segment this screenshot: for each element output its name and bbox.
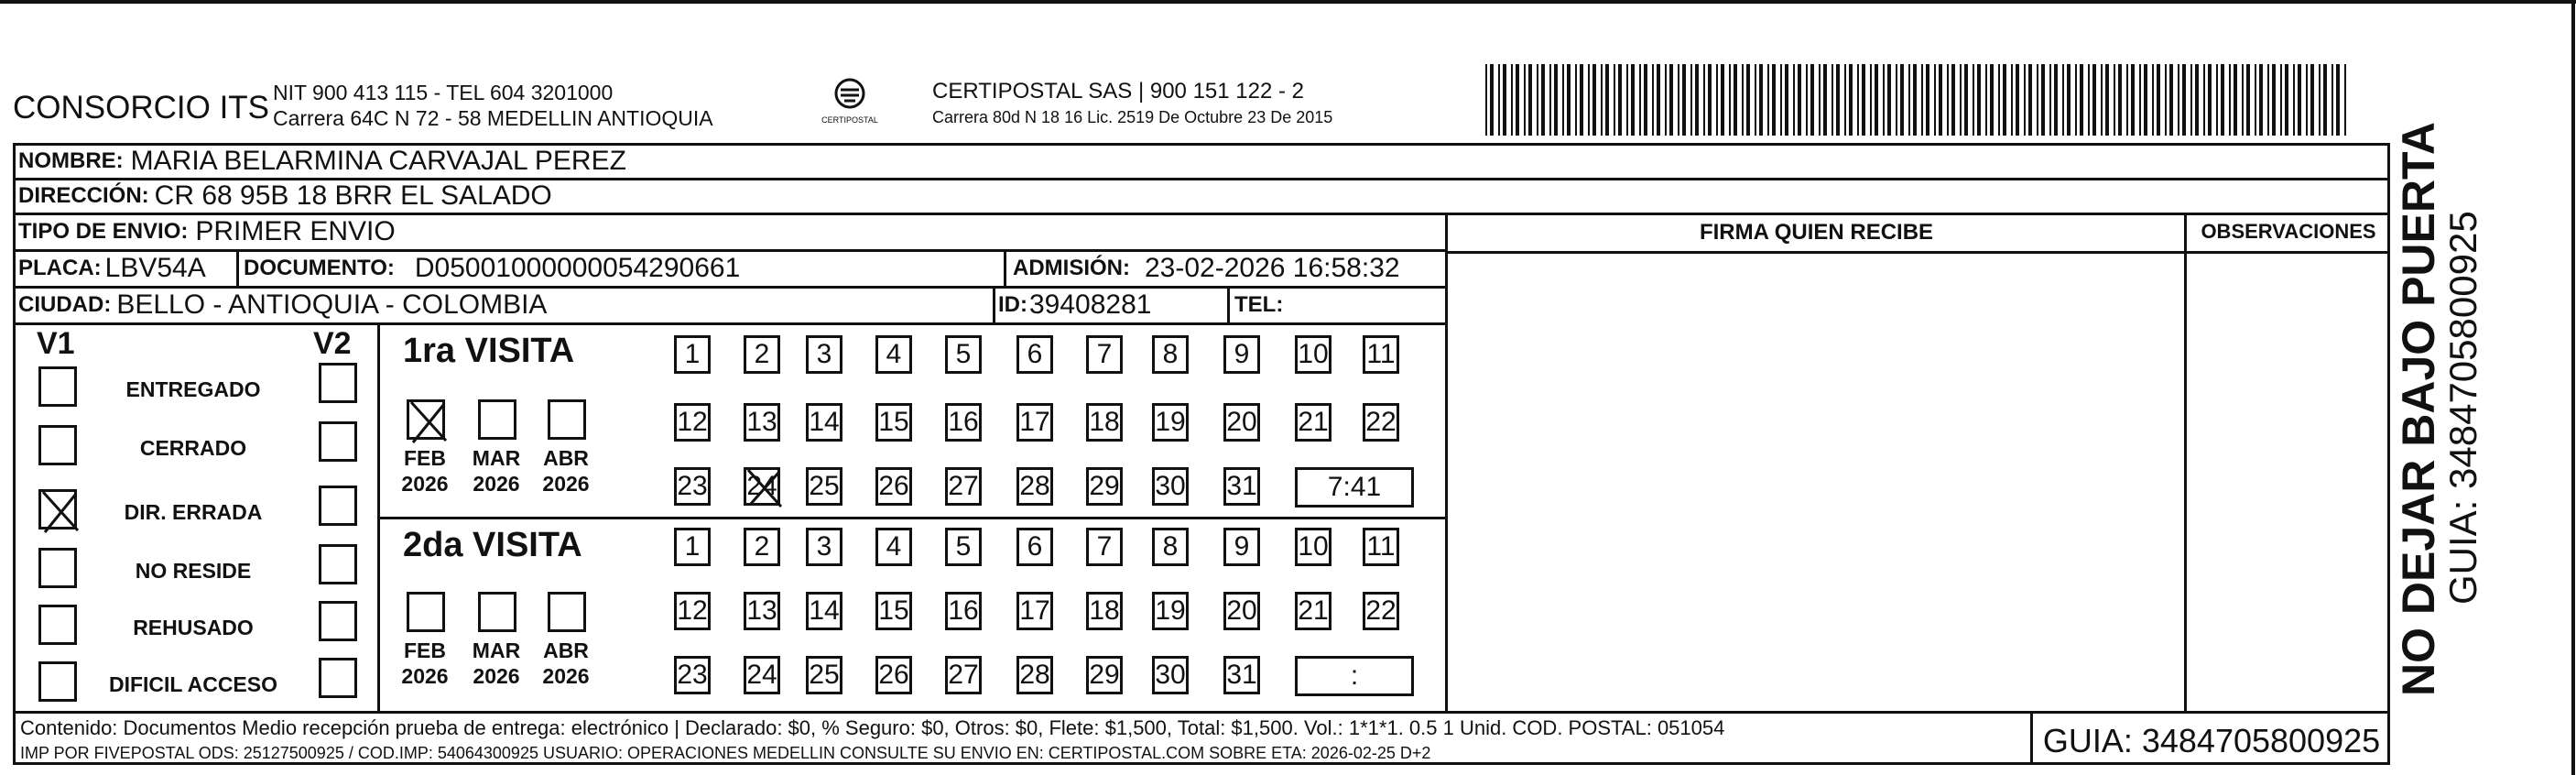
grid-line — [377, 517, 1447, 519]
first-visit-day-11[interactable]: 11 — [1363, 335, 1399, 374]
second-visit-time-field[interactable]: : — [1295, 656, 1414, 696]
documento-value: D05001000000054290661 — [414, 253, 741, 283]
v2-checkbox-entregado[interactable] — [319, 363, 357, 403]
company-name: CONSORCIO ITS — [13, 90, 270, 126]
grid-line — [236, 249, 239, 286]
carrier-name: CERTIPOSTAL SAS | 900 151 122 - 2 — [932, 79, 1304, 104]
first-visit-day-14[interactable]: 14 — [806, 403, 842, 442]
second-visit-day-7[interactable]: 7 — [1086, 528, 1123, 566]
first-visit-month-label: FEB 2026 — [401, 446, 449, 496]
no-dejar-warning: NO DEJAR BAJO PUERTA — [2393, 122, 2444, 696]
second-visit-day-6[interactable]: 6 — [1016, 528, 1053, 566]
documento-row — [244, 251, 740, 286]
certipostal-logo — [813, 77, 886, 128]
second-visit-day-12[interactable]: 12 — [674, 592, 711, 630]
status-label-no-reside: NO RESIDE — [135, 559, 252, 583]
first-visit-day-10[interactable]: 10 — [1295, 335, 1331, 374]
first-visit-day-4[interactable]: 4 — [875, 335, 912, 374]
firma-header: FIRMA QUIEN RECIBE — [1699, 220, 1934, 245]
v1-checkbox-dir-errada[interactable] — [38, 489, 77, 529]
first-visit-day-21[interactable]: 21 — [1295, 403, 1331, 442]
barcode — [1485, 64, 2349, 136]
ciudad-label: CIUDAD: — [18, 292, 112, 317]
first-visit-day-28[interactable]: 28 — [1016, 467, 1053, 506]
first-visit-day-31[interactable]: 31 — [1223, 467, 1260, 506]
first-visit-month-abr-checkbox[interactable] — [548, 399, 586, 440]
first-visit-day-27[interactable]: 27 — [945, 467, 982, 506]
second-visit-month-mar-checkbox[interactable] — [478, 592, 516, 632]
tipo-value: PRIMER ENVIO — [195, 216, 396, 246]
second-visit-month-label: MAR 2026 — [472, 639, 521, 688]
tel-label: TEL: — [1234, 292, 1284, 317]
first-visit-day-2[interactable]: 2 — [744, 335, 780, 374]
first-visit-month-label: ABR 2026 — [542, 446, 590, 496]
grid-line — [993, 286, 995, 322]
first-visit-title: 1ra VISITA — [403, 332, 575, 370]
second-visit-day-11[interactable]: 11 — [1363, 528, 1399, 566]
second-visit-day-19[interactable]: 19 — [1152, 592, 1189, 630]
status-label-entregado: ENTREGADO — [125, 377, 261, 401]
second-visit-day-28[interactable]: 28 — [1016, 656, 1053, 694]
svg-text:CERTIPOSTAL: CERTIPOSTAL — [821, 115, 878, 125]
second-visit-day-24[interactable]: 24 — [744, 656, 780, 694]
second-visit-day-2[interactable]: 2 — [744, 528, 780, 566]
second-visit-day-10[interactable]: 10 — [1295, 528, 1331, 566]
second-visit-day-17[interactable]: 17 — [1016, 592, 1053, 630]
nombre-row — [18, 144, 626, 179]
second-visit-day-5[interactable]: 5 — [945, 528, 982, 566]
second-visit-day-1[interactable]: 1 — [674, 528, 711, 566]
ciudad-row — [18, 288, 547, 322]
second-visit-day-9[interactable]: 9 — [1223, 528, 1260, 566]
top-border — [0, 0, 2576, 4]
status-label-dir-errada: DIR. ERRADA — [124, 500, 263, 524]
second-visit-day-23[interactable]: 23 — [674, 656, 711, 694]
direccion-row — [18, 179, 552, 213]
grid-line — [2030, 711, 2033, 764]
first-visit-month-feb-checkbox[interactable] — [407, 399, 445, 440]
first-visit-day-26[interactable]: 26 — [875, 467, 912, 506]
first-visit-day-13[interactable]: 13 — [744, 403, 780, 442]
first-visit-day-20[interactable]: 20 — [1223, 403, 1260, 442]
direccion-value: CR 68 95B 18 BRR EL SALADO — [154, 180, 552, 211]
first-visit-day-5[interactable]: 5 — [945, 335, 982, 374]
status-label-rehusado: REHUSADO — [133, 616, 254, 639]
first-visit-month-mar-checkbox[interactable] — [478, 399, 516, 440]
nombre-value: MARIA BELARMINA CARVAJAL PEREZ — [130, 146, 626, 176]
observaciones-header: OBSERVACIONES — [2201, 220, 2376, 243]
first-visit-day-12[interactable]: 12 — [674, 403, 711, 442]
second-visit-day-21[interactable]: 21 — [1295, 592, 1331, 630]
v2-checkbox-rehusado[interactable] — [319, 601, 357, 641]
v1-checkbox-entregado[interactable] — [38, 366, 77, 407]
direccion-label: DIRECCIÓN: — [18, 183, 149, 208]
v1-checkbox-rehusado[interactable] — [38, 605, 77, 645]
v1-checkbox-no-reside[interactable] — [38, 548, 77, 588]
second-visit-day-31[interactable]: 31 — [1223, 656, 1260, 694]
id-label: ID: — [998, 292, 1027, 317]
second-visit-day-4[interactable]: 4 — [875, 528, 912, 566]
v2-checkbox-cerrado[interactable] — [319, 421, 357, 462]
v2-checkbox-no-reside[interactable] — [319, 544, 357, 584]
first-visit-day-30[interactable]: 30 — [1152, 467, 1189, 506]
grid-line — [1227, 286, 1230, 322]
first-visit-day-29[interactable]: 29 — [1086, 467, 1123, 506]
second-visit-day-3[interactable]: 3 — [806, 528, 842, 566]
first-visit-day-1[interactable]: 1 — [674, 335, 711, 374]
second-visit-day-22[interactable]: 22 — [1363, 592, 1399, 630]
right-border — [2571, 0, 2575, 775]
second-visit-month-feb-checkbox[interactable] — [407, 592, 445, 632]
second-visit-day-30[interactable]: 30 — [1152, 656, 1189, 694]
first-visit-day-25[interactable]: 25 — [806, 467, 842, 506]
first-visit-day-17[interactable]: 17 — [1016, 403, 1053, 442]
first-visit-month-label: MAR 2026 — [472, 446, 521, 496]
tipo-label: TIPO DE ENVIO: — [18, 219, 189, 244]
second-visit-day-15[interactable]: 15 — [875, 592, 912, 630]
status-label-cerrado: CERRADO — [139, 436, 247, 460]
placa-row — [18, 251, 206, 286]
v1-checkbox-dificil-acceso[interactable] — [38, 661, 77, 702]
v2-header: V2 — [313, 326, 352, 361]
admision-label: ADMISIÓN: — [1013, 256, 1130, 280]
second-visit-day-29[interactable]: 29 — [1086, 656, 1123, 694]
tel-row — [1234, 288, 1287, 322]
footer-guia: GUIA: 3484705800925 — [2042, 722, 2381, 759]
v1-checkbox-cerrado[interactable] — [38, 425, 77, 465]
v1-header: V1 — [37, 326, 75, 361]
second-visit-month-label: FEB 2026 — [401, 639, 449, 688]
company-address: Carrera 64C N 72 - 58 MEDELLIN ANTIOQUIA — [273, 106, 713, 130]
id-row — [998, 288, 1151, 322]
first-visit-day-9[interactable]: 9 — [1223, 335, 1260, 374]
first-visit-day-15[interactable]: 15 — [875, 403, 912, 442]
second-visit-day-27[interactable]: 27 — [945, 656, 982, 694]
first-visit-day-23[interactable]: 23 — [674, 467, 711, 506]
first-visit-day-19[interactable]: 19 — [1152, 403, 1189, 442]
side-guia: GUIA: 3484705800925 — [2441, 211, 2484, 605]
second-visit-day-25[interactable]: 25 — [806, 656, 842, 694]
grid-line — [13, 322, 1447, 325]
grid-line — [13, 143, 16, 764]
first-visit-day-7[interactable]: 7 — [1086, 335, 1123, 374]
second-visit-day-18[interactable]: 18 — [1086, 592, 1123, 630]
documento-label: DOCUMENTO: — [244, 256, 395, 280]
admision-value: 23-02-2026 16:58:32 — [1145, 253, 1400, 283]
v2-checkbox-dir-errada[interactable] — [319, 486, 357, 526]
second-visit-day-8[interactable]: 8 — [1152, 528, 1189, 566]
first-visit-day-6[interactable]: 6 — [1016, 335, 1053, 374]
first-visit-day-18[interactable]: 18 — [1086, 403, 1123, 442]
first-visit-day-16[interactable]: 16 — [945, 403, 982, 442]
v2-checkbox-dificil-acceso[interactable] — [319, 658, 357, 698]
second-visit-day-13[interactable]: 13 — [744, 592, 780, 630]
second-visit-day-14[interactable]: 14 — [806, 592, 842, 630]
grid-line — [2184, 213, 2187, 713]
second-visit-day-20[interactable]: 20 — [1223, 592, 1260, 630]
first-visit-time-field[interactable]: 7:41 — [1295, 467, 1414, 508]
first-visit-day-24[interactable]: 24 — [744, 467, 780, 506]
id-value: 39408281 — [1029, 289, 1152, 320]
first-visit-day-3[interactable]: 3 — [806, 335, 842, 374]
tipo-row — [18, 214, 396, 249]
company-nit: NIT 900 413 115 - TEL 604 3201000 — [273, 81, 614, 104]
first-visit-day-22[interactable]: 22 — [1363, 403, 1399, 442]
placa-value: LBV54A — [104, 253, 206, 283]
grid-line — [1445, 251, 2390, 254]
status-label-dificil-acceso: DIFICIL ACCESO — [108, 672, 277, 696]
ciudad-value: BELLO - ANTIOQUIA - COLOMBIA — [116, 289, 548, 320]
first-visit-day-8[interactable]: 8 — [1152, 335, 1189, 374]
grid-line — [1445, 213, 1448, 713]
second-visit-day-16[interactable]: 16 — [945, 592, 982, 630]
second-visit-month-abr-checkbox[interactable] — [548, 592, 586, 632]
admision-row — [1013, 251, 1400, 286]
second-visit-day-26[interactable]: 26 — [875, 656, 912, 694]
footer-imp: IMP POR FIVEPOSTAL ODS: 25127500925 / COD.IMP: 54064300925 USUARIO: OPERACIONES MEDELLIN CONSULTE SU ENVIO EN: CERTIPOSTAL.COM SOBRE ETA: 2026-02-25 D+2 — [20, 744, 1431, 762]
second-visit-title: 2da VISITA — [403, 526, 582, 564]
footer-contenido: Contenido: Documentos Medio recepción prueba de entrega: electrónico | Declarado: $0, % Seguro: $0, Otros: $0, Flete: $1,500, Total: $1,500. Vol.: 1*1*1. 0.5 1 Unid. COD. POSTAL: 051054 — [20, 716, 1725, 739]
second-visit-month-label: ABR 2026 — [542, 639, 590, 688]
carrier-address: Carrera 80d N 18 16 Lic. 2519 De Octubre 23 De 2015 — [932, 108, 1333, 126]
placa-label: PLACA: — [18, 256, 102, 280]
nombre-label: NOMBRE: — [18, 148, 124, 173]
grid-line — [1004, 249, 1006, 286]
grid-line — [13, 711, 2390, 714]
